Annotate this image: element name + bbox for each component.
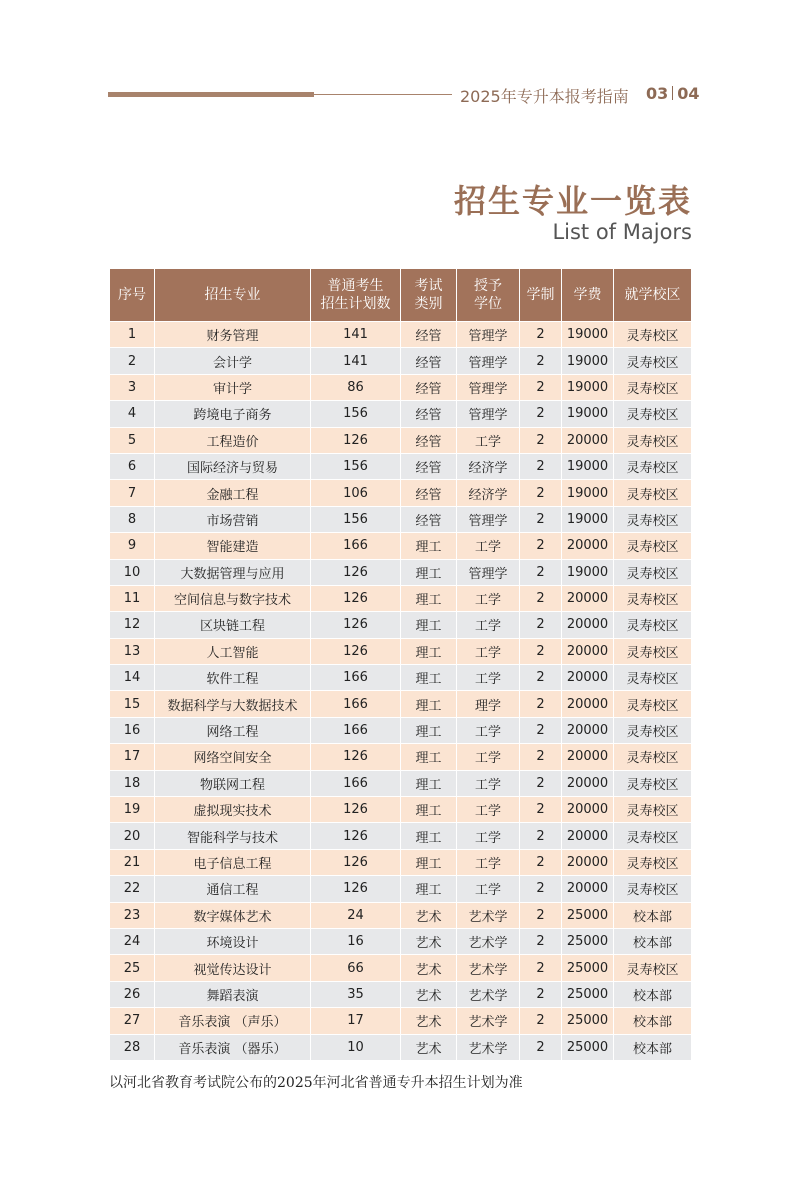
cell-exam-type: 经管 <box>401 506 457 532</box>
cell-quota: 126 <box>311 427 401 453</box>
table-row <box>110 849 692 875</box>
cell-tuition: 20000 <box>562 823 614 849</box>
header-col-index <box>110 269 155 322</box>
table-row <box>110 506 692 532</box>
cell-exam-type: 理工 <box>401 612 457 638</box>
cell-campus: 灵寿校区 <box>614 585 692 611</box>
cell-index: 2 <box>110 348 155 374</box>
cell-duration: 2 <box>520 981 562 1007</box>
table-row <box>110 453 692 479</box>
cell-index: 13 <box>110 638 155 664</box>
cell-tuition: 20000 <box>562 585 614 611</box>
cell-degree: 工学 <box>457 717 520 743</box>
cell-duration: 2 <box>520 1008 562 1034</box>
cell-major: 通信工程 <box>155 876 311 902</box>
cell-quota: 17 <box>311 1008 401 1034</box>
cell-exam-type: 理工 <box>401 533 457 559</box>
cell-tuition: 20000 <box>562 797 614 823</box>
table-row <box>110 691 692 717</box>
cell-index: 18 <box>110 770 155 796</box>
header-label: 学费 <box>573 287 602 303</box>
footnote: 以河北省教育考试院公布的2025年河北省普通专升本招生计划为准 <box>109 1075 523 1091</box>
header-label: 普通考生 <box>327 278 384 294</box>
cell-index: 3 <box>110 374 155 400</box>
cell-tuition: 25000 <box>562 1008 614 1034</box>
cell-campus: 灵寿校区 <box>614 665 692 691</box>
cell-major: 智能科学与技术 <box>155 823 311 849</box>
cell-index: 25 <box>110 955 155 981</box>
cell-degree: 管理学 <box>457 322 520 348</box>
cell-degree: 经济学 <box>457 480 520 506</box>
table-row <box>110 559 692 585</box>
cell-exam-type: 经管 <box>401 322 457 348</box>
cell-exam-type: 艺术 <box>401 981 457 1007</box>
page-subtitle: List of Majors <box>552 220 692 244</box>
cell-major: 工程造价 <box>155 427 311 453</box>
cell-quota: 156 <box>311 506 401 532</box>
table-row <box>110 1008 692 1034</box>
header-label: 序号 <box>118 287 146 303</box>
cell-exam-type: 理工 <box>401 638 457 664</box>
cell-campus: 灵寿校区 <box>614 612 692 638</box>
header-col-tuition <box>562 269 614 322</box>
table-row <box>110 928 692 954</box>
cell-degree: 艺术学 <box>457 1008 520 1034</box>
cell-quota: 156 <box>311 401 401 427</box>
cell-quota: 126 <box>311 823 401 849</box>
cell-campus: 校本部 <box>614 902 692 928</box>
page-number-right: 04 <box>677 84 700 103</box>
cell-index: 20 <box>110 823 155 849</box>
cell-degree: 艺术学 <box>457 902 520 928</box>
cell-degree: 管理学 <box>457 348 520 374</box>
cell-major: 舞蹈表演 <box>155 981 311 1007</box>
table-row <box>110 1034 692 1060</box>
cell-degree: 经济学 <box>457 453 520 479</box>
cell-quota: 10 <box>311 1034 401 1060</box>
table-row <box>110 374 692 400</box>
cell-major: 国际经济与贸易 <box>155 453 311 479</box>
cell-tuition: 20000 <box>562 744 614 770</box>
table-row <box>110 981 692 1007</box>
cell-exam-type: 理工 <box>401 770 457 796</box>
header-label: 授予 <box>474 278 502 294</box>
cell-quota: 16 <box>311 928 401 954</box>
cell-quota: 126 <box>311 612 401 638</box>
cell-exam-type: 艺术 <box>401 1034 457 1060</box>
cell-duration: 2 <box>520 533 562 559</box>
cell-tuition: 20000 <box>562 770 614 796</box>
cell-tuition: 20000 <box>562 638 614 664</box>
table-row <box>110 770 692 796</box>
cell-campus: 灵寿校区 <box>614 427 692 453</box>
cell-campus: 灵寿校区 <box>614 849 692 875</box>
cell-duration: 2 <box>520 401 562 427</box>
header-col-duration <box>520 269 562 322</box>
cell-tuition: 19000 <box>562 506 614 532</box>
table-row <box>110 955 692 981</box>
cell-tuition: 20000 <box>562 849 614 875</box>
cell-exam-type: 理工 <box>401 559 457 585</box>
cell-duration: 2 <box>520 823 562 849</box>
table-row <box>110 744 692 770</box>
cell-index: 19 <box>110 797 155 823</box>
cell-quota: 126 <box>311 797 401 823</box>
cell-duration: 2 <box>520 928 562 954</box>
table-body <box>110 322 692 1061</box>
cell-tuition: 19000 <box>562 348 614 374</box>
table-row <box>110 823 692 849</box>
cell-degree: 工学 <box>457 585 520 611</box>
cell-quota: 126 <box>311 638 401 664</box>
cell-major: 视觉传达设计 <box>155 955 311 981</box>
cell-degree: 工学 <box>457 638 520 664</box>
cell-index: 11 <box>110 585 155 611</box>
cell-degree: 工学 <box>457 665 520 691</box>
cell-index: 23 <box>110 902 155 928</box>
cell-exam-type: 艺术 <box>401 928 457 954</box>
cell-major: 网络工程 <box>155 717 311 743</box>
cell-major: 金融工程 <box>155 480 311 506</box>
cell-campus: 校本部 <box>614 981 692 1007</box>
page-title: 招生专业一览表 <box>453 182 692 220</box>
cell-duration: 2 <box>520 585 562 611</box>
page-numbers <box>646 84 700 103</box>
cell-tuition: 20000 <box>562 665 614 691</box>
cell-index: 15 <box>110 691 155 717</box>
cell-exam-type: 理工 <box>401 744 457 770</box>
cell-quota: 156 <box>311 453 401 479</box>
cell-major: 电子信息工程 <box>155 849 311 875</box>
cell-index: 12 <box>110 612 155 638</box>
cell-campus: 灵寿校区 <box>614 770 692 796</box>
cell-degree: 理学 <box>457 691 520 717</box>
cell-degree: 工学 <box>457 744 520 770</box>
cell-degree: 管理学 <box>457 401 520 427</box>
header-accent-rule <box>108 92 314 97</box>
cell-index: 1 <box>110 322 155 348</box>
cell-campus: 灵寿校区 <box>614 638 692 664</box>
cell-exam-type: 理工 <box>401 797 457 823</box>
cell-duration: 2 <box>520 374 562 400</box>
cell-quota: 24 <box>311 902 401 928</box>
cell-duration: 2 <box>520 955 562 981</box>
cell-index: 17 <box>110 744 155 770</box>
cell-duration: 2 <box>520 453 562 479</box>
cell-major: 数字媒体艺术 <box>155 902 311 928</box>
cell-campus: 灵寿校区 <box>614 322 692 348</box>
header-label: 考试 <box>414 278 443 294</box>
cell-duration: 2 <box>520 902 562 928</box>
cell-index: 6 <box>110 453 155 479</box>
cell-campus: 灵寿校区 <box>614 744 692 770</box>
cell-duration: 2 <box>520 691 562 717</box>
cell-campus: 校本部 <box>614 928 692 954</box>
cell-degree: 工学 <box>457 849 520 875</box>
cell-index: 27 <box>110 1008 155 1034</box>
cell-quota: 66 <box>311 955 401 981</box>
cell-quota: 166 <box>311 691 401 717</box>
header-label: 学制 <box>526 287 555 303</box>
cell-duration: 2 <box>520 876 562 902</box>
cell-quota: 166 <box>311 717 401 743</box>
cell-index: 24 <box>110 928 155 954</box>
cell-major: 空间信息与数字技术 <box>155 585 311 611</box>
cell-duration: 2 <box>520 348 562 374</box>
cell-campus: 灵寿校区 <box>614 533 692 559</box>
cell-duration: 2 <box>520 506 562 532</box>
header-col-degree <box>457 269 520 322</box>
cell-major: 音乐表演 （器乐） <box>155 1034 311 1060</box>
cell-duration: 2 <box>520 638 562 664</box>
cell-campus: 灵寿校区 <box>614 797 692 823</box>
cell-degree: 艺术学 <box>457 928 520 954</box>
cell-quota: 126 <box>311 849 401 875</box>
cell-exam-type: 经管 <box>401 374 457 400</box>
cell-index: 7 <box>110 480 155 506</box>
header-label-line2: 招生计划数 <box>320 296 391 312</box>
cell-exam-type: 理工 <box>401 585 457 611</box>
cell-index: 21 <box>110 849 155 875</box>
cell-campus: 校本部 <box>614 1034 692 1060</box>
table-header-row <box>110 269 692 322</box>
cell-exam-type: 经管 <box>401 453 457 479</box>
cell-duration: 2 <box>520 427 562 453</box>
cell-major: 财务管理 <box>155 322 311 348</box>
table-row <box>110 876 692 902</box>
cell-tuition: 19000 <box>562 322 614 348</box>
cell-degree: 工学 <box>457 770 520 796</box>
table-row <box>110 665 692 691</box>
cell-exam-type: 经管 <box>401 427 457 453</box>
cell-duration: 2 <box>520 322 562 348</box>
cell-campus: 灵寿校区 <box>614 559 692 585</box>
cell-duration: 2 <box>520 559 562 585</box>
cell-tuition: 20000 <box>562 427 614 453</box>
cell-exam-type: 艺术 <box>401 902 457 928</box>
header-col-quota <box>311 269 401 322</box>
cell-index: 28 <box>110 1034 155 1060</box>
cell-index: 4 <box>110 401 155 427</box>
cell-campus: 灵寿校区 <box>614 506 692 532</box>
cell-campus: 灵寿校区 <box>614 401 692 427</box>
cell-tuition: 25000 <box>562 902 614 928</box>
cell-tuition: 25000 <box>562 981 614 1007</box>
cell-index: 16 <box>110 717 155 743</box>
cell-quota: 166 <box>311 770 401 796</box>
cell-exam-type: 经管 <box>401 480 457 506</box>
cell-exam-type: 艺术 <box>401 955 457 981</box>
cell-exam-type: 理工 <box>401 691 457 717</box>
cell-tuition: 19000 <box>562 559 614 585</box>
table-row <box>110 401 692 427</box>
cell-exam-type: 理工 <box>401 849 457 875</box>
cell-major: 音乐表演 （声乐） <box>155 1008 311 1034</box>
cell-major: 大数据管理与应用 <box>155 559 311 585</box>
header-thin-rule <box>314 94 452 95</box>
cell-tuition: 20000 <box>562 612 614 638</box>
cell-major: 软件工程 <box>155 665 311 691</box>
cell-campus: 灵寿校区 <box>614 453 692 479</box>
cell-exam-type: 理工 <box>401 717 457 743</box>
cell-campus: 灵寿校区 <box>614 717 692 743</box>
cell-tuition: 19000 <box>562 480 614 506</box>
cell-exam-type: 经管 <box>401 401 457 427</box>
cell-major: 人工智能 <box>155 638 311 664</box>
cell-exam-type: 经管 <box>401 348 457 374</box>
cell-quota: 166 <box>311 533 401 559</box>
cell-tuition: 20000 <box>562 691 614 717</box>
cell-major: 市场营销 <box>155 506 311 532</box>
cell-quota: 141 <box>311 322 401 348</box>
cell-major: 物联网工程 <box>155 770 311 796</box>
cell-exam-type: 理工 <box>401 876 457 902</box>
cell-campus: 灵寿校区 <box>614 876 692 902</box>
table-row <box>110 612 692 638</box>
cell-duration: 2 <box>520 770 562 796</box>
cell-degree: 工学 <box>457 612 520 638</box>
cell-degree: 工学 <box>457 797 520 823</box>
cell-quota: 141 <box>311 348 401 374</box>
cell-degree: 工学 <box>457 427 520 453</box>
cell-campus: 校本部 <box>614 1008 692 1034</box>
header-label-line2: 类别 <box>414 296 443 312</box>
cell-major: 智能建造 <box>155 533 311 559</box>
cell-duration: 2 <box>520 717 562 743</box>
table-row <box>110 638 692 664</box>
cell-duration: 2 <box>520 849 562 875</box>
cell-major: 环境设计 <box>155 928 311 954</box>
table-row <box>110 533 692 559</box>
cell-quota: 126 <box>311 585 401 611</box>
cell-exam-type: 理工 <box>401 823 457 849</box>
cell-quota: 126 <box>311 559 401 585</box>
table-row <box>110 480 692 506</box>
cell-exam-type: 理工 <box>401 665 457 691</box>
guide-title: 2025年专升本报考指南 <box>460 87 629 106</box>
cell-tuition: 20000 <box>562 717 614 743</box>
cell-index: 8 <box>110 506 155 532</box>
cell-tuition: 20000 <box>562 533 614 559</box>
cell-major: 虚拟现实技术 <box>155 797 311 823</box>
cell-major: 数据科学与大数据技术 <box>155 691 311 717</box>
header-label-line2: 学位 <box>474 296 502 312</box>
cell-index: 22 <box>110 876 155 902</box>
cell-degree: 艺术学 <box>457 1034 520 1060</box>
cell-quota: 35 <box>311 981 401 1007</box>
cell-degree: 工学 <box>457 533 520 559</box>
cell-duration: 2 <box>520 612 562 638</box>
cell-campus: 灵寿校区 <box>614 480 692 506</box>
cell-degree: 工学 <box>457 823 520 849</box>
header-col-campus <box>614 269 692 322</box>
cell-tuition: 19000 <box>562 401 614 427</box>
cell-index: 26 <box>110 981 155 1007</box>
cell-quota: 106 <box>311 480 401 506</box>
cell-campus: 灵寿校区 <box>614 348 692 374</box>
table-row <box>110 717 692 743</box>
cell-tuition: 25000 <box>562 955 614 981</box>
cell-major: 审计学 <box>155 374 311 400</box>
table-row <box>110 585 692 611</box>
header-col-major <box>155 269 311 322</box>
header-col-exam-type <box>401 269 457 322</box>
cell-degree: 工学 <box>457 876 520 902</box>
cell-degree: 管理学 <box>457 559 520 585</box>
cell-degree: 管理学 <box>457 506 520 532</box>
table-row <box>110 902 692 928</box>
cell-index: 14 <box>110 665 155 691</box>
table-row <box>110 322 692 348</box>
cell-major: 区块链工程 <box>155 612 311 638</box>
cell-quota: 126 <box>311 744 401 770</box>
cell-campus: 灵寿校区 <box>614 823 692 849</box>
cell-index: 9 <box>110 533 155 559</box>
cell-tuition: 19000 <box>562 374 614 400</box>
cell-major: 网络空间安全 <box>155 744 311 770</box>
cell-index: 5 <box>110 427 155 453</box>
page-number-left: 03 <box>646 84 669 103</box>
cell-duration: 2 <box>520 744 562 770</box>
cell-quota: 126 <box>311 876 401 902</box>
cell-tuition: 25000 <box>562 1034 614 1060</box>
cell-tuition: 25000 <box>562 928 614 954</box>
cell-duration: 2 <box>520 665 562 691</box>
table-row <box>110 348 692 374</box>
cell-quota: 86 <box>311 374 401 400</box>
cell-campus: 灵寿校区 <box>614 955 692 981</box>
cell-tuition: 19000 <box>562 453 614 479</box>
cell-duration: 2 <box>520 480 562 506</box>
cell-tuition: 20000 <box>562 876 614 902</box>
cell-quota: 166 <box>311 665 401 691</box>
cell-index: 10 <box>110 559 155 585</box>
cell-degree: 艺术学 <box>457 955 520 981</box>
header-label: 就学校区 <box>624 287 681 303</box>
cell-major: 会计学 <box>155 348 311 374</box>
cell-campus: 灵寿校区 <box>614 691 692 717</box>
cell-exam-type: 艺术 <box>401 1008 457 1034</box>
cell-degree: 艺术学 <box>457 981 520 1007</box>
cell-campus: 灵寿校区 <box>614 374 692 400</box>
header-label: 招生专业 <box>204 287 261 303</box>
cell-degree: 管理学 <box>457 374 520 400</box>
cell-duration: 2 <box>520 797 562 823</box>
cell-major: 跨境电子商务 <box>155 401 311 427</box>
cell-duration: 2 <box>520 1034 562 1060</box>
table-row <box>110 797 692 823</box>
page-number-divider <box>672 86 673 100</box>
table-row <box>110 427 692 453</box>
majors-table <box>109 268 692 1061</box>
